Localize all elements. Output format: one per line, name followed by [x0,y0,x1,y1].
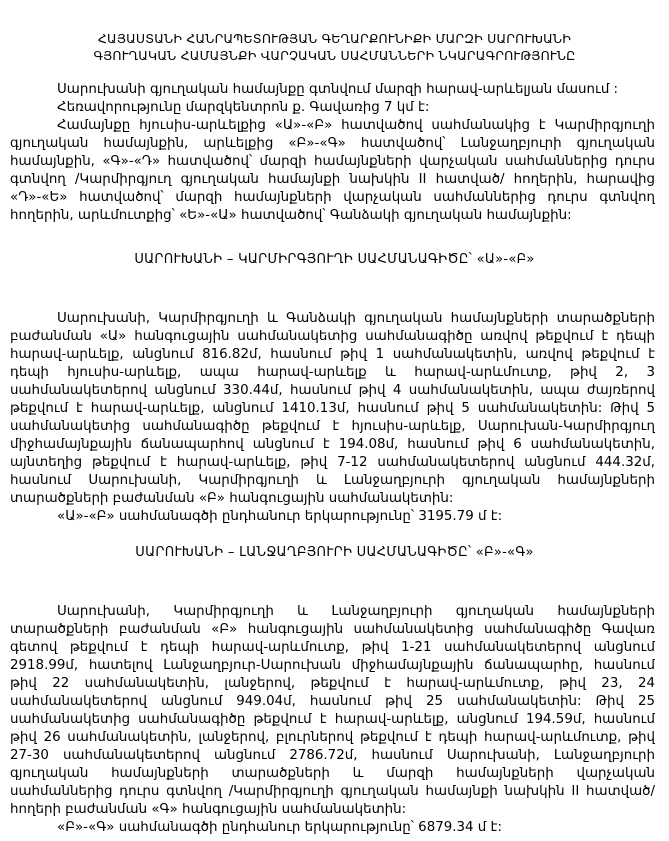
section1-total-length: «Ա»-«Բ» սահմանագծի ընդհանուր երկարությունը՝ 3195.79 մ է: [57,509,503,524]
section1-line: հասնում Սարուխանի, Կարմիրգյուղի և Լանջաղբյուրի գյուղական համայնքների [10,473,655,488]
section1-line: սահմանակետից սահմանագիծը թեքվում է հյուսիս-արևելք, Սարուխան-Կարմիրգյուղ [10,419,655,434]
section2-line: 2918.99մ, հատելով Լանջաղբյուր-Սարուխան միջհամայնքային ճանապարհը, հասնում [10,658,655,673]
intro-line: գյուղական համայնքին, արևելքից «Բ»-«Գ» հատվածով՝ Լանջաղբյուրի գյուղական [10,136,655,151]
section1-line: դեպի հյուսիս-արևելք, ապա հարավ-արևելք և հարավ-արևմուտք, թիվ 2, 3 [10,365,655,380]
intro-line: Համայնքը հյուսիս-արևելքից «Ա»-«Բ» հատվածով սահմանակից է Կարմիրգյուղի [57,118,655,133]
intro-line: «Դ»-«Ե» հատվածով՝ մարզի համայնքների վարչական սահմաններից դուրս գտնվող [10,190,655,205]
section1-line: բաժանման «Ա» հանգուցային սահմանակետից սահմանագիծը առվով թեքվում է դեպի [10,329,655,344]
section-heading-a-b: ՍԱՐՈՒԽԱՆԻ – ԿԱՐՄԻՐԳՅՈՒՂԻ ՍԱՀՄԱՆԱԳԻԾԸ՝ «Ա»-«Բ» [134,252,535,267]
intro-line: Հեռավորությունը մարզկենտրոն ք. Գավառից 7 կմ է: [57,100,430,115]
section2-line: Սարուխանի, Կարմիրգյուղի և Լանջաղբյուրի գյուղական համայնքների [57,604,655,619]
section1-line: թեքվում է հարավ-արևելք, անցնում 1410.13մ, հասնում թիվ 5 սահմանակետին: Թիվ 5 [10,401,655,416]
title-line-2: ԳՅՈՒՂԱԿԱՆ ՀԱՄԱՅՆՔԻ ՎԱՐՉԱԿԱՆ ՍԱՀՄԱՆՆԵՐԻ ՆԿԱՐԱԳՐՈՒԹՅՈՒՆԸ [93,48,576,63]
section1-line: տարածքների բաժանման «Բ» հանգուցային սահմանակետին: [10,491,454,506]
title-line-1: ՀԱՅԱՍՏԱՆԻ ՀԱՆՐԱՊԵՏՈՒԹՅԱՆ ԳԵՂԱՐՔՈՒՆԻՔԻ ՄԱՐԶԻ ՍԱՐՈՒԽԱՆԻ [97,31,572,46]
section2-line: 27-30 սահմանակետերով անցնում 2786.72մ, հասնում Սարուխանի, Լանջաղբյուրի [10,748,655,763]
section2-line: տարածքների բաժանման «Բ» հանգուցային սահմանակետից սահմանագիծը Գավառ [10,622,655,637]
section2-line: սահմանակետից սահմանագիծը թեքվում է հարավ-արևելք, անցնում 194.59մ, հասնում [10,712,655,727]
section2-line: գետով թեքվում է դեպի հարավ-արևմուտք, թիվ 1-21 սահմանակետերով անցնում [10,640,655,655]
section1-line: միջհամայնքային ճանապարհով անցնում է 194.08մ, հասնում թիվ 6 սահմանակետին, [10,437,655,452]
intro-line: հողերին, արևմուտքից՝ «Ե»-«Ա» հատվածով՝ Գանձակի գյուղական համայնքին: [10,208,572,223]
section2-line: հողերի բաժանման «Գ» հանգուցային սահմանակետին: [10,802,407,817]
section2-total-length: «Բ»-«Գ» սահմանագծի ընդհանուր երկարությունը՝ 6879.34 մ է: [57,820,502,835]
section2-line: թիվ 26 սահմանակետին, լանջերով, բլուրներով թեքվում է դեպի հարավ-արևմուտք, թիվ [10,730,655,745]
section1-line: սահմանակետերով անցնում 330.44մ, հասնում թիվ 4 սահմանակետին, ապա ժայռերով [10,383,655,398]
section2-line: թիվ 22 սահմանակետին, լանջերով, թեքվում է հարավ-արևմուտք, թիվ 23, 24 [10,676,655,691]
section-heading-b-g: ՍԱՐՈՒԽԱՆԻ – ԼԱՆՋԱՂԲՅՈՒՐԻ ՍԱՀՄԱՆԱԳԻԾԸ՝ «Բ»-«Գ» [135,545,534,560]
section2-line: սահմաններից դուրս գտնվող /Կարմիրգյուղի գյուղական համայնքի նախկին II հատված/ [10,784,655,799]
intro-line: համայնքին, «Գ»-«Դ» հատվածով՝ մարզի համայնքների վարչական սահմաններից դուրս [10,154,655,169]
section1-line: հարավ-արևելք, անցնում 816.82մ, հասնում թիվ 1 սահմանակետին, առվով թեքվում է [10,347,655,362]
section2-line: սահմանակետերով անցնում 949.04մ, հասնում թիվ 25 սահմանակետին: Թիվ 25 [10,694,655,709]
document-title [0,30,669,64]
intro-line: գտնվող /Կարմիրգյուղ գյուղական համայնքի նախկին II հատված/ հողերին, հարավից [10,172,655,187]
intro-line: Սարուխանի գյուղական համայնքը գտնվում մարզի հարավ-արևելյան մասում : [57,82,619,97]
section2-line: գյուղական համայնքների տարածքների և մարզի համայնքների վարչական [10,766,655,781]
section1-line: Սարուխանի, Կարմիրգյուղի և Գանձակի գյուղական համայնքների տարածքների [57,311,655,326]
section1-line: այնտեղից թեքվում է հարավ-արևելք, թիվ 7-12 սահմանակետերով անցնում 444.32մ, [10,455,655,470]
